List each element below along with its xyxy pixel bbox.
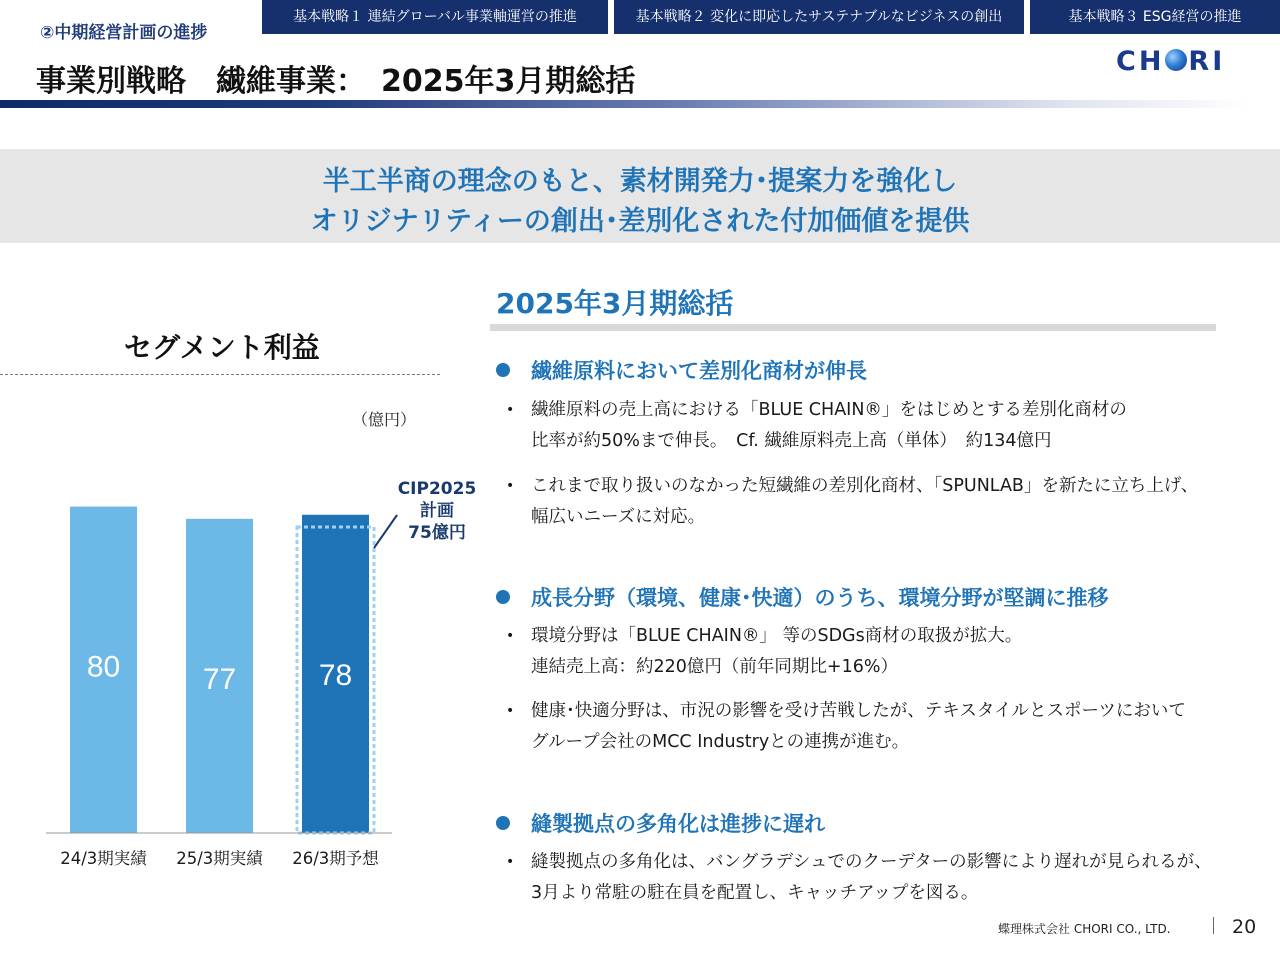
category-label-1: 24/3期実績 [60,849,147,868]
bar-value-label-3: 78 [318,658,353,692]
section-label: ②中期経営計画の進捗 [40,23,208,43]
tab-strategy-3[interactable]: 基本戦略３ ESG経営の推進 [1030,0,1280,34]
footer-separator [1213,917,1214,934]
bullet-dot-icon [496,590,510,604]
page-title: 事業別戦略 繊維事業： 2025年3月期総括 [36,64,636,99]
plan-annotation-line-1: CIP2025 [397,479,477,499]
banner-line-2: オリジナリティーの創出･差別化された付加価値を提供 [310,206,970,237]
bar-value-label-2: 77 [202,662,237,696]
plan-annotation-line-3: 75億円 [408,523,466,543]
footer-company: 蝶理株式会社 CHORI CO., LTD. [998,922,1171,936]
banner-line-1: 半工半商の理念のもと、素材開発力･提案力を強化し [322,166,958,197]
bar-value-label-1: 80 [86,650,121,684]
logo-globe-icon [1165,49,1187,71]
title-rule [0,100,1250,108]
chart-divider [0,374,440,375]
segment-profit-chart [0,380,440,880]
category-label-3: 26/3期予想 [292,849,379,868]
tab-strategy-2[interactable]: 基本戦略２ 変化に即応したサステナブルなビジネスの創出 [614,0,1024,34]
tagline-banner [0,149,1280,243]
category-label-2: 25/3期実績 [176,849,263,868]
summary-rule [490,324,1216,331]
section-heading-3: 縫製拠点の多角化は進捗に遅れ [496,808,825,838]
tab-strategy-1[interactable]: 基本戦略１ 連結グローバル事業軸運営の推進 [262,0,608,34]
section-heading-1: 繊維原料において差別化商材が伸長 [496,355,867,385]
section-heading-2: 成長分野（環境、健康･快適）のうち、環境分野が堅調に推移 [496,582,1109,612]
plan-annotation-line-2: 計画 [420,501,454,521]
page-number: 20 [1232,916,1257,938]
bullet-dot-icon [496,816,510,830]
summary-heading: 2025年3月期総括 [496,287,734,320]
bullet-dot-icon [496,363,510,377]
chart-title: セグメント利益 [124,331,320,364]
logo-text-right: RI [1188,46,1226,77]
company-logo [1116,46,1225,77]
plan-annotation [392,478,482,544]
logo-text-left: CH [1116,46,1165,77]
unit-label: （億円） [352,410,417,429]
